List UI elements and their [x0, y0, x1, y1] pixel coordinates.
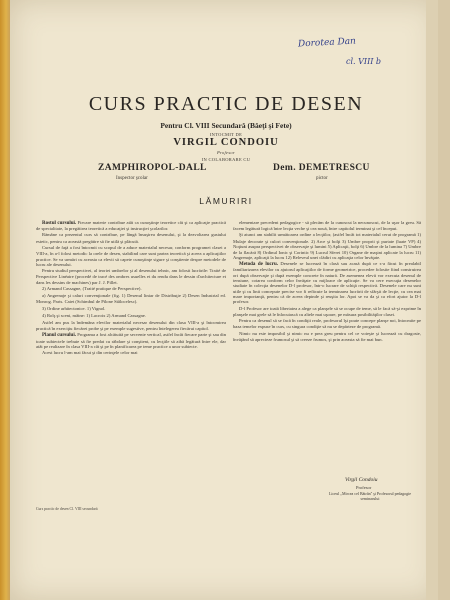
paragraph [36, 286, 226, 292]
paragraph [36, 350, 226, 356]
right-text-column [233, 220, 421, 343]
paragraph-text: Şi atunci am stabilit următoarea ordine a lecţiilor, (astfel încât tot materialul cerut de programă 1) Mulaje decorate şi culori convenţionale. 2) Arce şi bolţi 3) Umbre proprii şi purtate (luate VP) 4) Noţiuni asupra perspectivei de observaţie şi lumini 5) Aplicaţii, bolţi 6) Umbre de la lumina 7) Umbre de la flacără 8) Ordinul Ionic şi Corintic 9) Lucrul Sferei 10) Organe de maşini aplicate la lucru 11) Angrenaje, aplicaţii la lucru 12) Releveul unei clădiri cu aplicaţia celor învăţate. [233, 232, 421, 260]
paragraph-text: Rămâne ca prezentul curs să contribue, pe lângă însuşirea desenului, şi la dezvoltarea gustului estetic, pentru ca această pregătire să fie utilă şi plăcută. [36, 232, 226, 244]
paragraph [36, 320, 226, 332]
collaborator-2-name: Dem. DEMETRESCU [273, 163, 370, 173]
handwritten-class: cl. VIII b [346, 57, 382, 66]
paragraph-text: a) Angrenaje şi caluri convenţionale (fig. 1) Desenul liniar de Distribuţie 2) Desen Industrial ed. Monrog. Paris. Caiet (Schimbul de Pilone Stâlocelesc). [36, 293, 226, 305]
paragraph-text: Cursul de faţă a fost întocmit cu scopul de a aduce materialul necesar, conform programei clasei a VIII-a, în a-l folosi metodic la orele de desen, stabilind care sunt partea teoretică şi aceea a aplicaţiilor practice. Se va urmări cu aceasta ca elevii să capete cunoştinţe sigure şi conştiente despre metodele de lucru ale desenului. [36, 244, 226, 267]
paragraph [36, 220, 226, 232]
document-subtitle: Pentru Cl. VIII Secundară (Băeţi şi Fete) [160, 121, 292, 130]
collaboration-label: IN COLABORARE CU [201, 157, 251, 162]
collaborator-1-role: Inspector şcolar [116, 176, 148, 181]
paragraph-text: Fiecare materie contribue atât ca cunoştinţe teoretice cât şi ca aplicaţie practică de specialitate, la pregătirea teoretică a educaţiei şi instrucţiei şcolarilor. [36, 220, 226, 232]
left-text-column [36, 220, 226, 357]
author-role: Profesor [217, 150, 235, 155]
intocmit-label: INTOCMIT DE [209, 132, 243, 137]
paragraph-text: 4) Rolş şi sceni, mâine: 1) Lacroix 2) Armand Cassagne. [42, 312, 146, 318]
document-title: CURS PRACTIC DE DESEN [88, 93, 364, 115]
cover-binding [0, 0, 10, 600]
paragraph-text: Acest lucru l-am mai făcut şi din cerinţele celor mai [42, 350, 138, 356]
paragraph [36, 268, 226, 285]
paragraph [233, 306, 421, 318]
paragraph-heading: Planul cursului. [42, 333, 76, 339]
paragraph [36, 232, 226, 244]
signature-school: Liceul „Mircea cel Bătrân" şi Profesorul pedagogie seminarului [328, 491, 412, 501]
collaborator-2-role: pictor [316, 176, 328, 181]
paragraph [36, 306, 226, 312]
paragraph [233, 232, 421, 260]
paragraph [36, 293, 226, 305]
paragraph-text: D-l Profesor are toată libertatea a alege ca planşele să se ocupe de teme, să le facă să-şi exprime în planşele mai grele să le înlocuiască cu altele mai uşoare, pe măsura posibilităţilor clasei. [233, 305, 421, 317]
paragraph [233, 318, 421, 330]
paragraph-text: Desenele se lucrează în clasă sau acasă după ce s-a făcut în prealabil familiarizarea elevilor cu ajutorul aplicaţiilor de forme geometrice, procedee folosite fiind construirea ori după observaţie şi după exemple concrete în natură. De asemenea elevii vor executa desenul de tensiune, cotarea conform celor învăţate cu mijloace de aplicaţie. Se va cere execuţia desenelor studiate în colecţia desenelor D-l profesor, într-o lucrare de schiţă respectivă. Desenele care nu sunt utile şi cu linii concepute precise vor fi refăcute la terminarea lucrării de sfârşit de lecţie, cu cea mai mare importanţă, pentru că de aceea depinde şi reuşita lor. Apoi se va da şi ca efort ajutor la D-l profesor. [233, 261, 421, 305]
paragraph [233, 220, 421, 232]
paragraph-heading: Metoda de lucru. [239, 262, 278, 267]
paragraph-text: Pentru ca desenul să se facă în condiţii reale, profesorul îşi poate concepe planşe noi, întocmite pe baza temelor expuse în curs, cu singura condiţie să nu se depărteze de programă. [233, 318, 421, 330]
page-edge [426, 0, 438, 600]
paragraph-text: 3) Ordine arhitectonice. 1) Vignol. [42, 305, 106, 311]
author-name: VIRGIL CONDOIU [173, 137, 279, 148]
handwritten-name: Dorotea Dan [297, 36, 357, 50]
paragraph-text: Pentru studiul perspectivei, al teoriei umbrelor şi al desenului tehnic, am folosit lucrările: Traité de Perspective Linéaire (procedé de tracé des ombres usuelles et du rendu dans le dessin d'architecture et dans les dessins de machines) par J. J. Pillet. [36, 268, 226, 285]
paragraph-text: 2) Armand Cassagne, (Traité pratique de Perspective). [42, 285, 142, 291]
signature-name: Virgil Condoiu [345, 477, 378, 483]
page-footer: Curs practic de desen Cl. VIII secundară [36, 507, 98, 511]
section-title: LĂMURIRI [199, 196, 253, 206]
paragraph-text: Nimic nu este imposibil şi nimic nu e prea greu pentru cel ce voieşte şi lucrează cu dragoste, învăţând să aprecieze frumosul şi să creeze frumos, şi prin aceasta să fie mai bun. [233, 330, 421, 342]
paragraph [36, 313, 226, 319]
paragraph [36, 245, 226, 267]
paragraph [36, 332, 226, 349]
paragraph [233, 261, 421, 305]
paragraph-text: elementare precedent pedagogice - să plecăm de la cunoscut la necunoscut, de la uşor la greu. Să facem legătură logică între lecţia veche şi cea nouă, între capitolul terminat şi cel început. [233, 220, 421, 232]
paragraph-text: Programa a fost alcătuită pe secvente vertical, astfel încât fiecare parte şi sau din toate subiectele trebuie să fie predat cu răbdare şi conştient, cu lecţiile să aibă legătură între ele, dar atât pe realizare în clasa VIII-a cât şi pe în planificarea pe teme practice a unor subiecte. [36, 332, 226, 350]
paragraph [233, 331, 421, 343]
paragraph-text: Astfel am pus la îndemâna elevilor materialul necesar desenului din clasa VIII-a şi întocmirea practică în exerciţiu fiecărei probe şi pe exemple sugestive, pentru întelegerea fiecărui capitol. [36, 319, 226, 332]
collaborator-1-name: ZAMPHIROPOL-DALL [98, 163, 207, 173]
signature-role: Profesor [356, 485, 372, 490]
paragraph-heading: Rostul cursului. [42, 221, 77, 226]
